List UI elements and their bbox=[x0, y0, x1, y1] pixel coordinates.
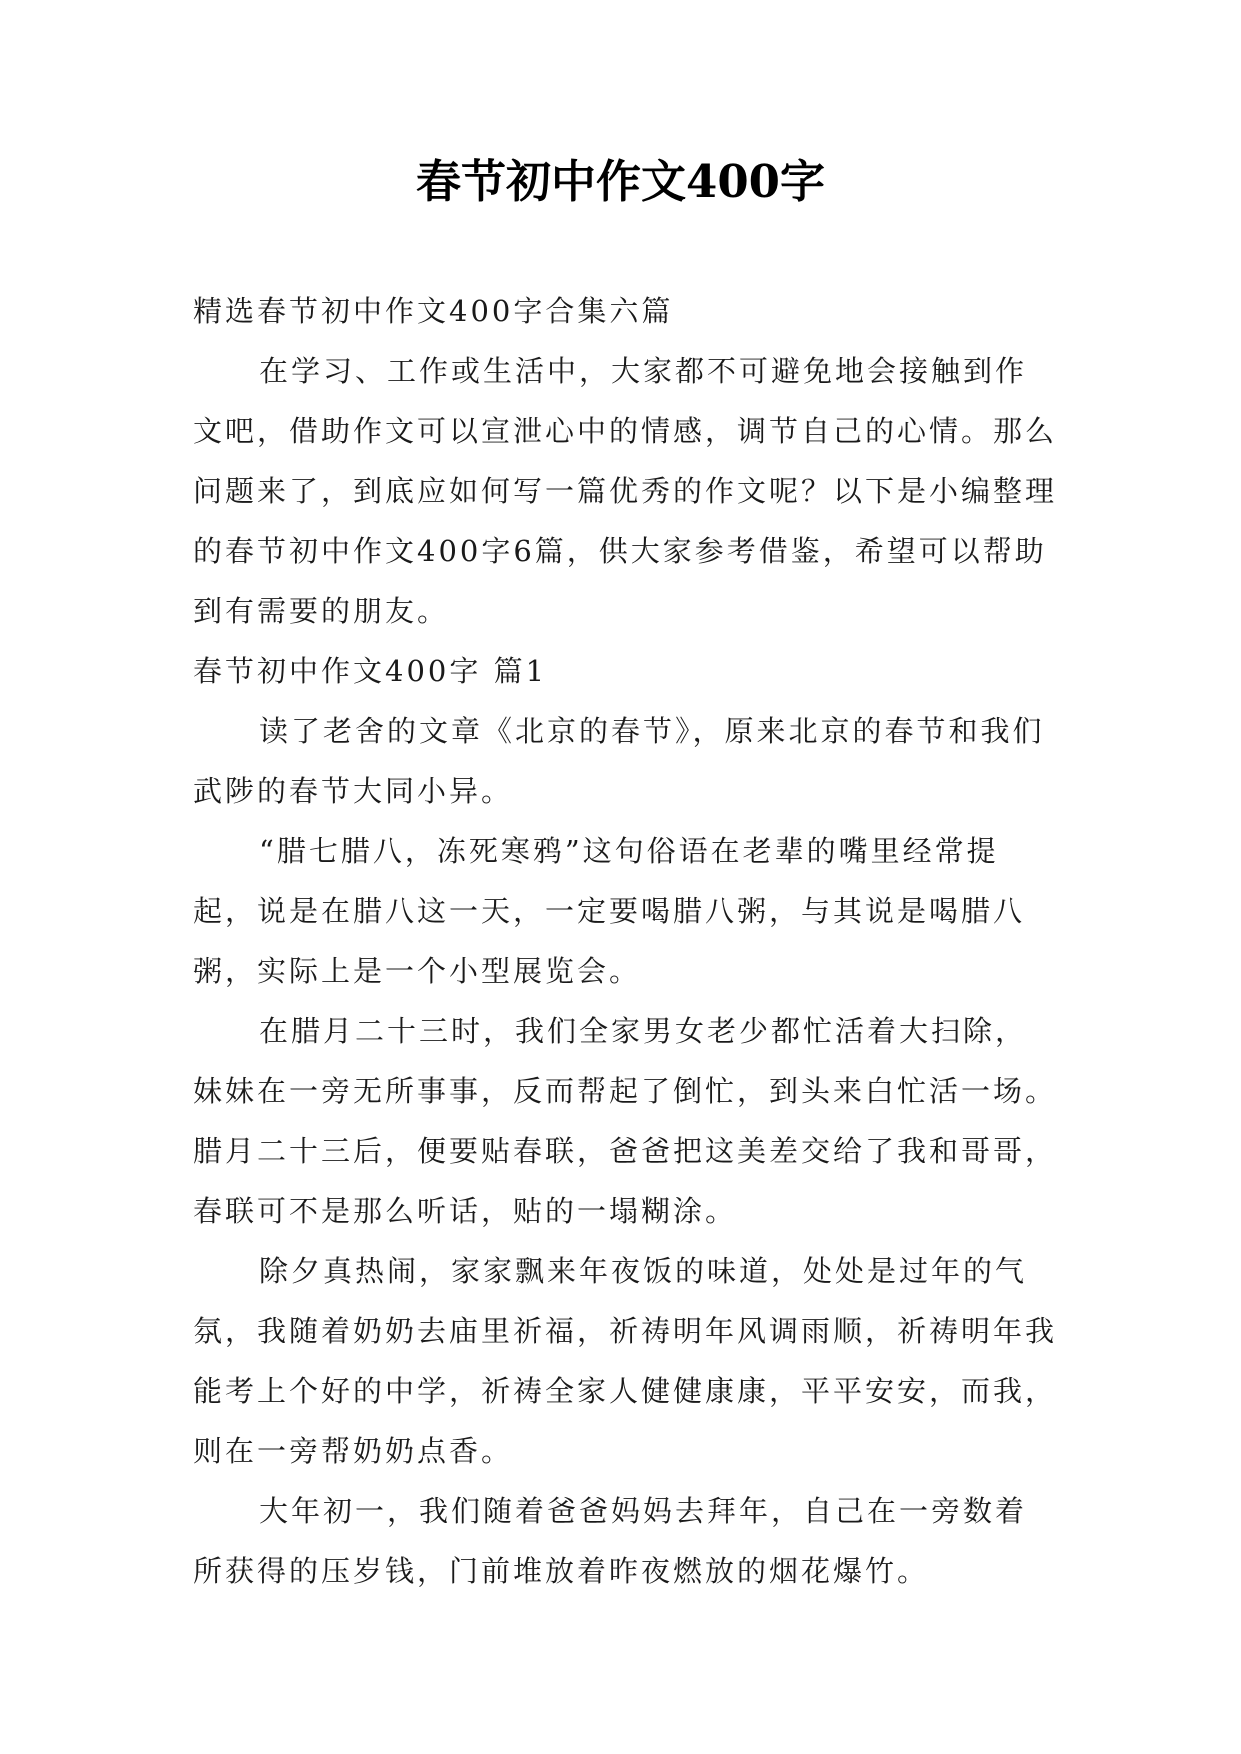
collection-subtitle: 精选春节初中作文400字合集六篇 bbox=[193, 294, 674, 328]
paragraph: 除夕真热闹，家家飘来年夜饭的味道，处处是过年的气氛，我随着奶奶去庙里祈福，祈祷明年风调雨顺，祈祷明年我能考上个好的中学，祈祷全家人健健康康，平平安安，而我，则在一旁帮奶奶点香。 bbox=[193, 1254, 1058, 1468]
document-body bbox=[193, 281, 1058, 1601]
paragraph: 大年初一，我们随着爸爸妈妈去拜年，自己在一旁数着所获得的压岁钱，门前堆放着昨夜燃放的烟花爆竹。 bbox=[193, 1494, 1028, 1588]
section-heading: 春节初中作文400字 篇1 bbox=[193, 654, 548, 688]
intro-paragraph: 在学习、工作或生活中，大家都不可避免地会接触到作文吧，借助作文可以宣泄心中的情感，调节自己的心情。那么问题来了，到底应如何写一篇优秀的作文呢？以下是小编整理的春节初中作文400字6篇，供大家参考借鉴，希望可以帮助到有需要的朋友。 bbox=[193, 354, 1058, 628]
paragraph: 在腊月二十三时，我们全家男女老少都忙活着大扫除，妹妹在一旁无所事事，反而帮起了倒忙，到头来白忙活一场。腊月二十三后，便要贴春联，爸爸把这美差交给了我和哥哥，春联可不是那么听话，贴的一塌糊涂。 bbox=[193, 1014, 1058, 1228]
document-title: 春节初中作文400字 bbox=[416, 155, 825, 208]
paragraph: 读了老舍的文章《北京的春节》，原来北京的春节和我们武陟的春节大同小异。 bbox=[193, 714, 1045, 808]
paragraph: “腊七腊八，冻死寒鸦”这句俗语在老辈的嘴里经常提起，说是在腊八这一天，一定要喝腊八粥，与其说是喝腊八粥，实际上是一个小型展览会。 bbox=[193, 834, 1026, 988]
